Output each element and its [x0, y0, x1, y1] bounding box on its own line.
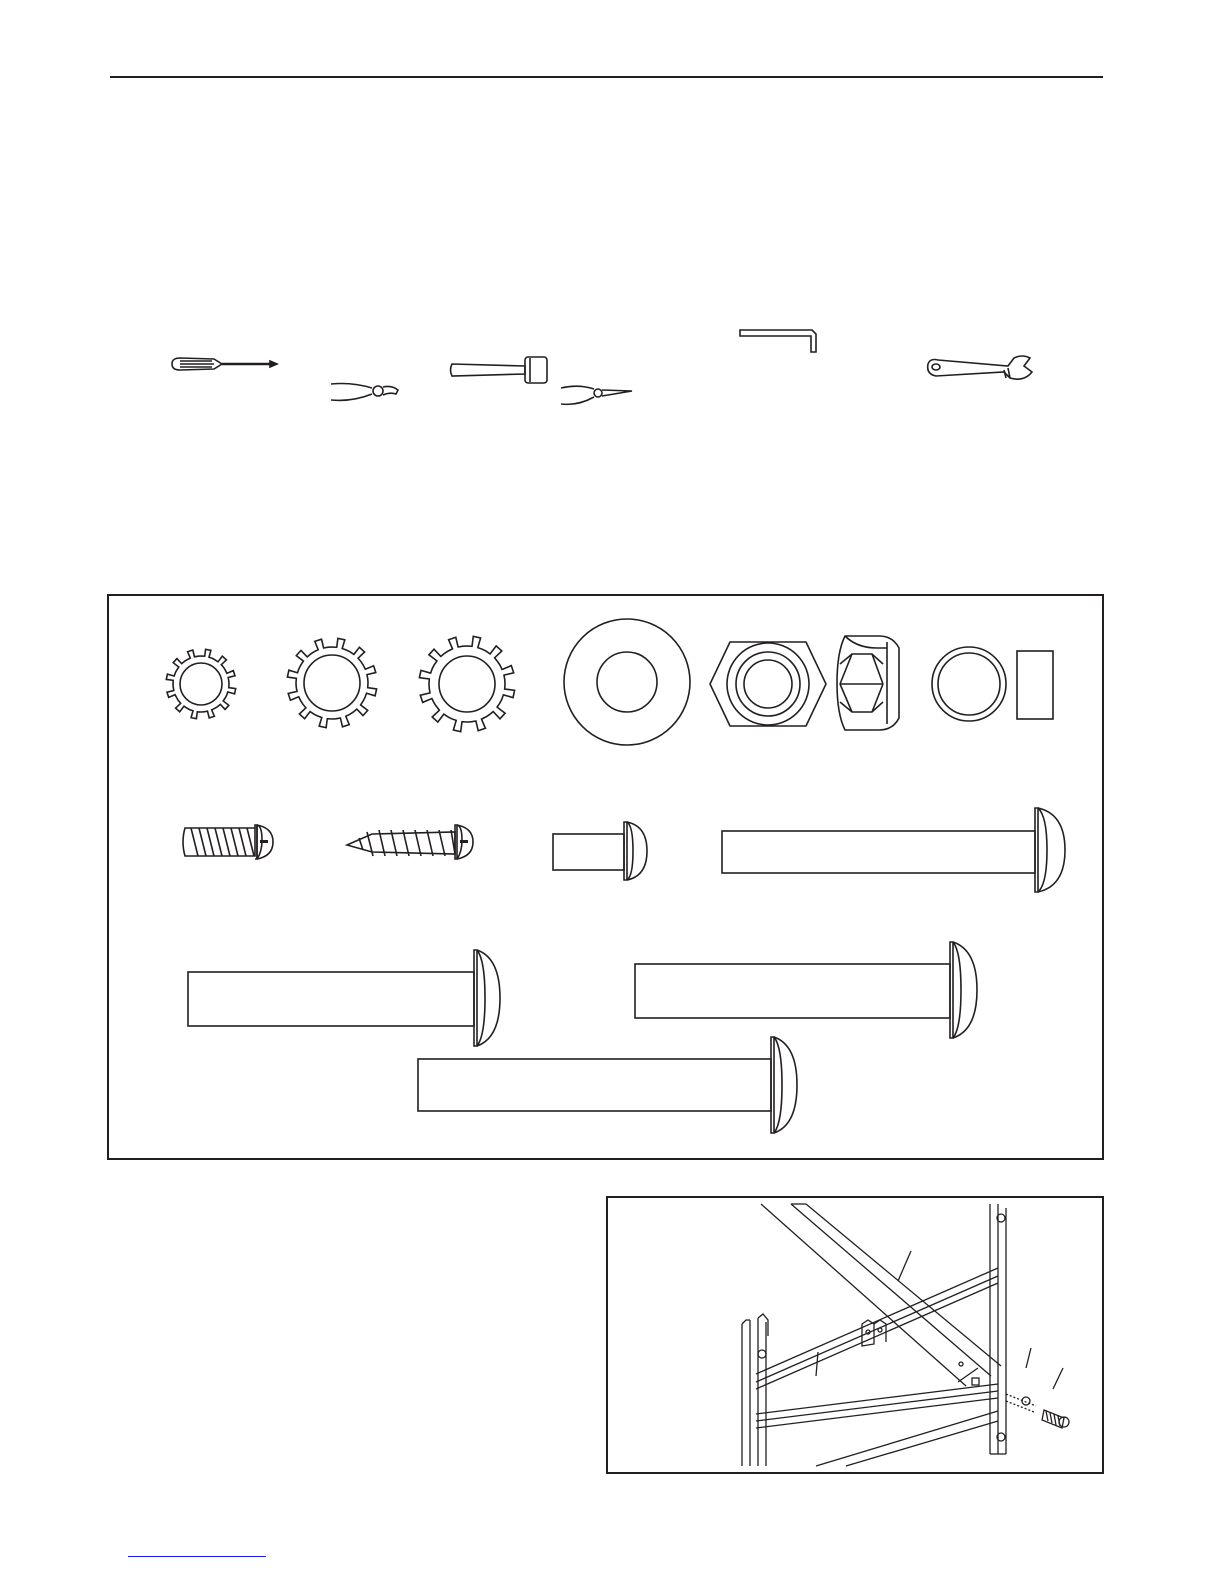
footer-link-underline: [128, 1556, 266, 1557]
rubber-mallet-icon: [451, 357, 548, 383]
slip-joint-pliers-icon: [331, 384, 398, 401]
long-button-bolt-d: [418, 1037, 797, 1133]
long-button-bolt-a: [722, 808, 1065, 892]
screwdriver-icon: [172, 358, 277, 370]
short-button-bolt: [553, 822, 647, 880]
flat-washer: [564, 619, 690, 745]
nylon-locknut: [837, 636, 899, 730]
hex-key-icon: [740, 330, 816, 352]
spacer-sleeve: [1017, 651, 1053, 719]
parts-identification-chart: [107, 594, 1104, 1160]
long-button-bolt-b: [188, 950, 500, 1046]
adjustable-wrench-icon: [928, 356, 1032, 379]
needlenose-pliers-icon: [561, 386, 632, 404]
star-washer-large: [419, 636, 514, 731]
frame-assembly-diagram: [606, 1196, 1104, 1474]
sheet-metal-screw: [347, 825, 473, 859]
spacer-ring: [932, 647, 1006, 721]
jam-nut: [710, 642, 826, 726]
tools-illustration: [0, 0, 1225, 440]
machine-screw: [183, 825, 273, 859]
star-washer-small: [166, 649, 235, 718]
long-button-bolt-c: [635, 942, 977, 1038]
star-washer-medium: [287, 638, 376, 727]
